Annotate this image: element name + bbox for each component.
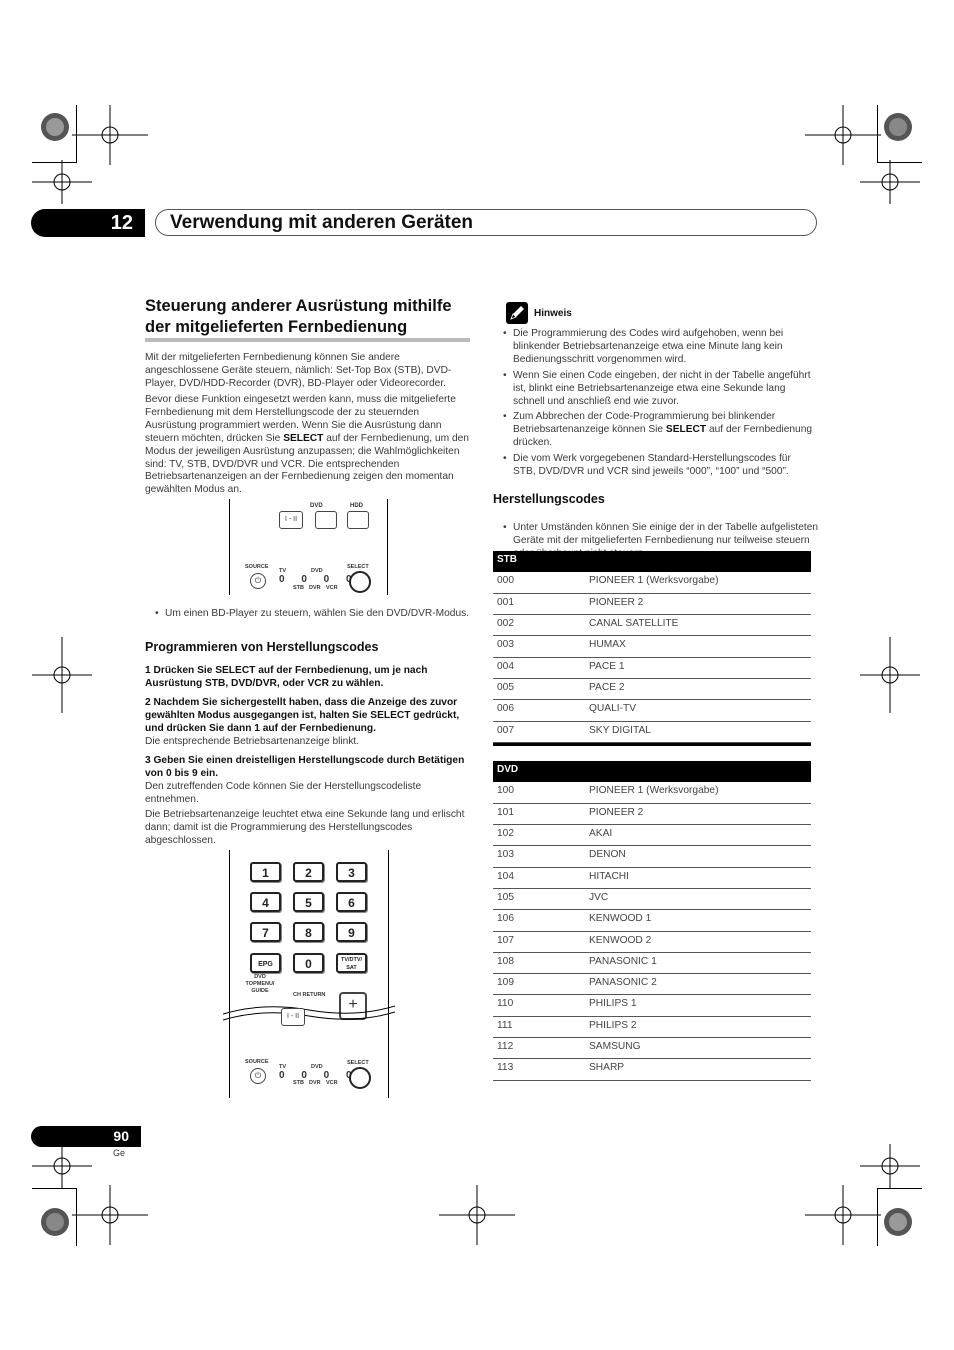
code-cell: 003: [493, 636, 585, 657]
hdd-label: HDD: [350, 503, 363, 509]
step-3: 3 Geben Sie einen dreistelligen Herstellungscode durch Betätigen von 0 bis 9 ein.: [145, 755, 465, 779]
table-row: [493, 910, 811, 931]
function-text-2: auf der Fernbedienung, um den Modus der jeweiligen Ausrüstung anzupassen; die Wahlmöglichkeiten sind: TV, STB, DVD/DVR und VCR. Die entsprechenden Betriebsartenanzeigen an der Fernbedienung zeigen den momentan gewählten Modus an.: [145, 432, 469, 496]
section-title-line-1: Steuerung anderer Ausrüstung mithilfe: [145, 297, 452, 315]
dvd-button: [315, 511, 337, 529]
code-cell: 107: [493, 931, 585, 952]
table-row: [493, 846, 811, 867]
code-cell: 001: [493, 593, 585, 614]
note-item: • Die Programmierung des Codes wird aufgehoben, wenn bei blinkender Betriebsartenanzeige etwa eine Minute lang kein Bedienungsschritt vorgenommen wird.: [503, 328, 813, 367]
note-item: • Wenn Sie einen Code eingeben, der nicht in der Tabelle angeführt ist, blinkt eine Betriebsartenanzeige etwa eine Sekunde lang schnell und anschließ end wie zuvor.: [503, 370, 813, 409]
select-button: [349, 571, 371, 593]
table-row: [493, 931, 811, 952]
code-cell: 106: [493, 910, 585, 931]
manufacturer-cell: JVC: [585, 888, 811, 909]
key-3: 3: [336, 862, 367, 882]
tv-label: TV: [279, 568, 287, 574]
code-cell: 102: [493, 825, 585, 846]
code-cell: 007: [493, 721, 585, 742]
dvd-label: DVD: [310, 503, 323, 509]
codes-note: • Unter Umständen können Sie einige der in der Tabelle aufgelisteten Geräte mit der mitgelieferten Fernbedienung nur teilweise steuern: [503, 522, 825, 561]
intro-paragraph: Mit der mitgelieferten Fernbedienung können Sie andere angeschlossene Geräte steuern, nämlich: Set-Top Box (STB), DVD-Player, DVD/HDD-Recorder (DVR), BD-Player oder Videorecorder.: [145, 352, 452, 389]
table-row: [493, 888, 811, 909]
table-row: [493, 678, 811, 699]
manufacturer-cell: KENWOOD 2: [585, 931, 811, 952]
code-cell: 103: [493, 846, 585, 867]
language-code: Ge: [113, 1148, 126, 1158]
code-cell: 108: [493, 952, 585, 973]
table-row: [493, 952, 811, 973]
key-9: 9: [336, 922, 367, 942]
note-item-3-text-1: Zum Abbrechen der Code-Programmierung bei blinkender Betriebsartenanzeige können Sie: [513, 411, 776, 436]
manufacturer-cell: CANAL SATELLITE: [585, 615, 811, 636]
plus-button: +: [339, 992, 367, 1020]
note-item: [503, 411, 813, 450]
note-item: • Die vom Werk vorgegebenen Standard-Herstellungscodes für STB, DVD/DVR und VCR sind jeweils “000”, “100” und “500”.: [503, 453, 813, 479]
programming-heading: Programmieren von Herstellungscodes: [145, 640, 379, 654]
select-button-2: [349, 1067, 371, 1089]
code-cell: 005: [493, 678, 585, 699]
vcr-label: VCR: [326, 585, 338, 591]
table-row: [493, 636, 811, 657]
stb-table-body: [493, 572, 811, 743]
hdd-button: [347, 511, 369, 529]
manufacturer-cell: PIONEER 1 (Werksvorgabe): [585, 572, 811, 593]
code-cell: 004: [493, 657, 585, 678]
audio-button-2: I - II: [281, 1008, 305, 1026]
manufacturer-cell: HUMAX: [585, 636, 811, 657]
table-row: [493, 1016, 811, 1037]
code-cell: 002: [493, 615, 585, 636]
table-row: [493, 700, 811, 721]
step-2-detail: Die entsprechende Betriebsartenanzeige blinkt.: [145, 736, 360, 747]
manufacturer-cell: PANASONIC 2: [585, 974, 811, 995]
source-power-icon: ⏻: [250, 573, 266, 589]
code-cell: 110: [493, 995, 585, 1016]
note-select-keyword: SELECT: [665, 424, 707, 436]
section-title: [145, 296, 475, 338]
codes-heading: Herstellungscodes: [493, 492, 605, 506]
manufacturer-cell: PIONEER 2: [585, 593, 811, 614]
manufacturer-cell: PIONEER 2: [585, 803, 811, 824]
key-4: 4: [250, 892, 281, 912]
manufacturer-cell: PACE 2: [585, 678, 811, 699]
table-row: [493, 615, 811, 636]
key-1: 1: [250, 862, 281, 882]
step-2: 2 Nachdem Sie sichergestellt haben, dass die Anzeige des zuvor gewählten Modus ausgegangen ist, halten Sie SELECT gedrückt, und drücken Sie dann 1 auf der Fernbedienung.: [145, 697, 460, 734]
select-label-2: SELECT: [347, 1060, 369, 1066]
note-icon: [506, 302, 528, 324]
key-8: 8: [293, 922, 324, 942]
code-cell: 006: [493, 700, 585, 721]
remote-mode-illustration: [229, 499, 389, 595]
remote-keypad-illustration: [229, 850, 391, 1098]
key-2: 2: [293, 862, 324, 882]
manufacturer-cell: PHILIPS 2: [585, 1016, 811, 1037]
key-0: 0: [293, 953, 324, 973]
table-row: [493, 825, 811, 846]
table-row: [493, 803, 811, 824]
code-cell: 111: [493, 1016, 585, 1037]
manufacturer-cell: HITACHI: [585, 867, 811, 888]
final-paragraph: Die Betriebsartenanzeige leuchtet etwa eine Sekunde lang und erlischt dann; damit ist die Programmierung des Herstellungscodes abgeschlossen.: [145, 809, 465, 846]
stb-label: STB: [293, 585, 304, 591]
manufacturer-cell: PIONEER 1 (Werksvorgabe): [585, 782, 811, 803]
manufacturer-cell: QUALI-TV: [585, 700, 811, 721]
note-list: [503, 328, 813, 479]
page-number: 90: [31, 1126, 141, 1147]
select-label: SELECT: [347, 564, 369, 570]
dvd-mode-label: DVD: [311, 568, 323, 574]
manufacturer-cell: AKAI: [585, 825, 811, 846]
code-cell: 112: [493, 1038, 585, 1059]
stb-code-table: [493, 551, 811, 746]
code-cell: 104: [493, 867, 585, 888]
code-cell: 109: [493, 974, 585, 995]
code-cell: 105: [493, 888, 585, 909]
manufacturer-cell: SHARP: [585, 1059, 811, 1080]
key-6: 6: [336, 892, 367, 912]
source-label-2: SOURCE: [245, 1059, 269, 1065]
select-keyword: SELECT: [283, 432, 324, 444]
manufacturer-cell: PANASONIC 1: [585, 952, 811, 973]
bd-note: • Um einen BD-Player zu steuern, wählen Sie den DVD/DVR-Modus.: [155, 608, 470, 621]
tv-label-2: TV: [279, 1064, 287, 1070]
table-row: [493, 974, 811, 995]
key-epg: EPG: [250, 953, 281, 973]
note-title: Hinweis: [534, 308, 572, 319]
function-text-1: Bevor diese Funktion eingesetzt werden kann, muss die mitgelieferte Fernbedienung mit dem Herstellungscode der zu steuernden Ausrüstung programmiert werden. Wenn Sie die Ausrüstung dann steuern möchten, drücken Sie: [145, 394, 456, 444]
table-row: [493, 721, 811, 742]
dvr-label-2: DVR: [309, 1080, 321, 1086]
code-cell: 101: [493, 803, 585, 824]
table-row: [493, 572, 811, 593]
dvd-code-table: [493, 761, 811, 1081]
dvr-label: DVR: [309, 585, 321, 591]
manufacturer-cell: PACE 1: [585, 657, 811, 678]
manufacturer-cell: DENON: [585, 846, 811, 867]
manufacturer-cell: KENWOOD 1: [585, 910, 811, 931]
chapter-number: 12: [31, 209, 145, 237]
dvd-table-body: [493, 782, 811, 1081]
mode-indicators-2: 0 0 0 0: [279, 1070, 359, 1081]
step-1: 1 Drücken Sie SELECT auf der Fernbedienung, um je nach Ausrüstung STB, DVD/DVR, oder VCR zu wählen.: [145, 665, 428, 689]
manufacturer-cell: PHILIPS 1: [585, 995, 811, 1016]
mode-indicators: 0 0 0 0: [279, 574, 359, 585]
code-cell: 000: [493, 572, 585, 593]
code-cell: 100: [493, 782, 585, 803]
cut-wave: [223, 1000, 395, 1022]
note-item-3-text-2: auf der Fernbedienung drücken.: [513, 424, 813, 449]
key-7: 7: [250, 922, 281, 942]
section-title-rule: [145, 338, 470, 342]
stb-label-2: STB: [293, 1080, 304, 1086]
code-cell: 113: [493, 1059, 585, 1080]
table-row: [493, 782, 811, 803]
chapter-title: Verwendung mit anderen Geräten: [170, 212, 474, 233]
key-tv-dtv-sat: TV/DTV/ SAT: [336, 953, 367, 973]
manufacturer-cell: SAMSUNG: [585, 1038, 811, 1059]
stb-table-end-rule: [493, 743, 811, 746]
table-row: [493, 1059, 811, 1080]
section-title-line-2: der mitgelieferten Fernbedienung: [145, 318, 408, 336]
audio-button: I - II: [279, 511, 303, 529]
table-row: [493, 1038, 811, 1059]
ch-return-label: CH RETURN: [293, 992, 326, 998]
manufacturer-cell: SKY DIGITAL: [585, 721, 811, 742]
vcr-label-2: VCR: [326, 1080, 338, 1086]
table-row: [493, 995, 811, 1016]
stb-table-header: STB: [493, 551, 811, 572]
dvd-menu-label: DVD TOPMENU/ GUIDE: [245, 974, 275, 994]
table-row: [493, 593, 811, 614]
step-3-detail: Den zutreffenden Code können Sie der Herstellungscodeliste entnehmen.: [145, 781, 422, 805]
table-row: [493, 867, 811, 888]
function-paragraph: [145, 394, 470, 497]
dvd-mode-label-2: DVD: [311, 1064, 323, 1070]
source-power-icon-2: ⏻: [250, 1068, 266, 1084]
key-5: 5: [293, 892, 324, 912]
dvd-table-header: DVD: [493, 761, 811, 782]
table-row: [493, 657, 811, 678]
source-label: SOURCE: [245, 564, 269, 570]
